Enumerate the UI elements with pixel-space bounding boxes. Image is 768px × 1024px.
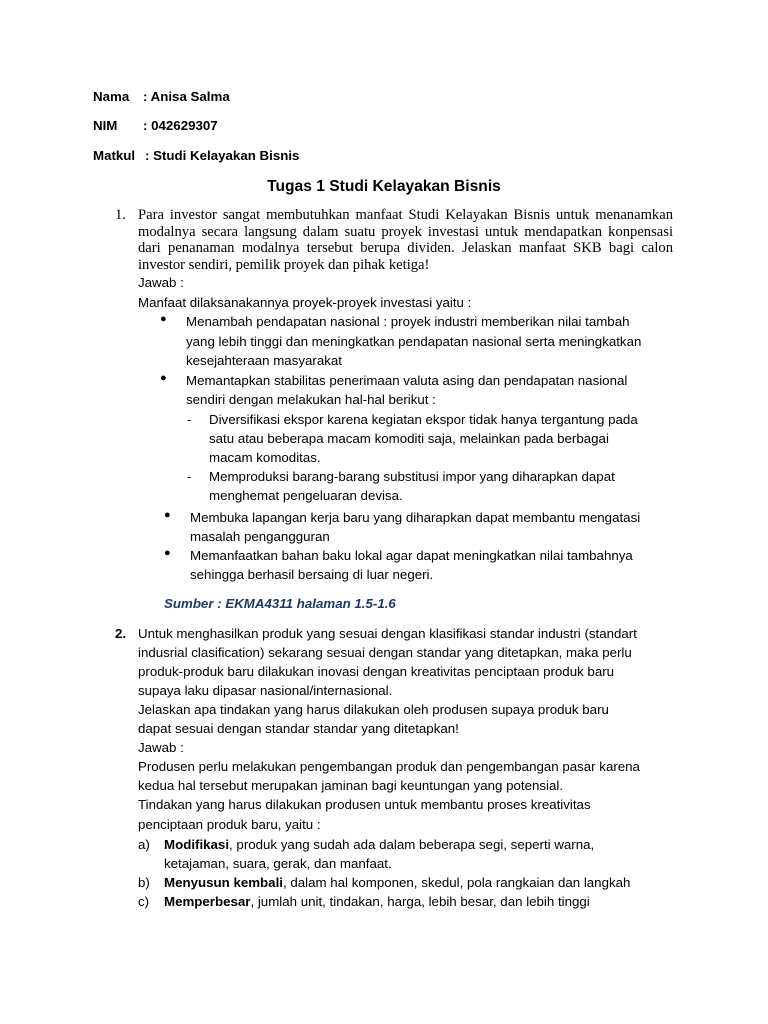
q1-b2-line2: sendiri dengan melakukan hal-hal berikut : bbox=[186, 392, 436, 407]
q1-b1-line3: kesejahteraan masyarakat bbox=[186, 353, 342, 368]
item-a-label: a) bbox=[138, 837, 150, 852]
item-a-line1 bbox=[164, 835, 594, 854]
source-citation: Sumber : EKMA4311 halaman 1.5-1.6 bbox=[164, 596, 396, 611]
q2-jawab: Jawab : bbox=[138, 740, 184, 755]
nama-value: : Anisa Salma bbox=[143, 89, 230, 104]
item-c-bold: Memperbesar bbox=[164, 894, 251, 909]
item-a-text: , produk yang sudah ada dalam beberapa segi, seperti warna, bbox=[229, 837, 595, 852]
dash-icon: - bbox=[187, 412, 192, 427]
dash-icon: - bbox=[187, 469, 192, 484]
bullet-icon: ● bbox=[160, 372, 167, 384]
nama-label: Nama bbox=[93, 89, 130, 104]
nim-label: NIM bbox=[93, 118, 118, 133]
q2-line5: Jelaskan apa tindakan yang harus dilakukan oleh produsen supaya produk baru bbox=[138, 702, 609, 717]
q1-d2-line2: menghemat pengeluaran devisa. bbox=[209, 488, 403, 503]
q1-number: 1. bbox=[115, 207, 126, 223]
q1-d1-line3: macam komoditas. bbox=[209, 450, 321, 465]
bullet-icon: ● bbox=[164, 547, 171, 559]
matkul-label: Matkul bbox=[93, 148, 136, 163]
item-a-bold: Modifikasi bbox=[164, 837, 230, 852]
matkul-value: : Studi Kelayakan Bisnis bbox=[145, 148, 300, 163]
q1-d1-line1: Diversifikasi ekspor karena kegiatan ekspor tidak hanya tergantung pada bbox=[209, 412, 638, 427]
q1-jawab: Jawab : bbox=[138, 275, 184, 290]
q2-line9: Tindakan yang harus dilakukan produsen untuk membantu proses kreativitas bbox=[138, 797, 591, 812]
item-b-text: , dalam hal komponen, skedul, pola rangkaian dan langkah bbox=[282, 875, 631, 890]
q2-line4: supaya laku dipasar nasional/internasional. bbox=[138, 683, 393, 698]
nim-value: : 042629307 bbox=[143, 118, 218, 133]
item-a-line2: ketajaman, suara, gerak, dan manfaat. bbox=[164, 856, 392, 871]
item-b-bold: Menyusun kembali bbox=[164, 875, 283, 890]
bullet-icon: ● bbox=[160, 313, 167, 325]
bullet-icon: ● bbox=[164, 509, 171, 521]
q1-b1-line1: Menambah pendapatan nasional : proyek industri memberikan nilai tambah bbox=[186, 314, 630, 329]
q2-line3: produk-produk baru dilakukan inovasi dengan kreativitas penciptaan produk baru bbox=[138, 664, 615, 679]
q1-b4-line1: Memanfaatkan bahan baku lokal agar dapat meningkatkan nilai tambahnya bbox=[190, 548, 633, 563]
item-c-label: c) bbox=[138, 894, 150, 909]
q1-d1-line2: satu atau beberapa macam komoditi saja, melainkan pada berbagai bbox=[209, 431, 609, 446]
q2-line2: indusrial clasification) sekarang sesuai dengan standar yang ditetapkan, maka perlu bbox=[138, 645, 632, 660]
q1-b3-line2: masalah pengangguran bbox=[190, 529, 330, 544]
q1-intro: Manfaat dilaksanakannya proyek-proyek investasi yaitu : bbox=[138, 295, 472, 310]
q2-line10: penciptaan produk baru, yaitu : bbox=[138, 817, 321, 832]
q2-line7: Produsen perlu melakukan pengembangan produk dan pengembangan pasar karena bbox=[138, 759, 640, 774]
q1-b2-line1: Memantapkan stabilitas penerimaan valuta asing dan pendapatan nasional bbox=[186, 373, 628, 388]
page-title: Tugas 1 Studi Kelayakan Bisnis bbox=[267, 178, 501, 195]
q1-b1-line2: yang lebih tinggi dan meningkatkan pendapatan nasional serta meningkatkan bbox=[186, 334, 642, 349]
q1-d2-line1: Memproduksi barang-barang substitusi impor yang diharapkan dapat bbox=[209, 469, 615, 484]
q2-number: 2. bbox=[115, 626, 127, 641]
q1-b4-line2: sehingga berhasil bersaing di luar negeri. bbox=[190, 567, 434, 582]
q2-line6: dapat sesuai dengan standar standar yang ditetapkan! bbox=[138, 721, 459, 736]
item-c-line1 bbox=[164, 892, 590, 911]
q2-line8: kedua hal tersebut merupakan jaminan bagi keuntungan yang potensial. bbox=[138, 778, 564, 793]
q2-line1: Untuk menghasilkan produk yang sesuai dengan klasifikasi standar industri (standart bbox=[138, 626, 637, 641]
item-b-label: b) bbox=[138, 875, 150, 890]
item-b-line1 bbox=[164, 873, 630, 892]
q1-question: Para investor sangat membutuhkan manfaat Studi Kelayakan Bisnis untuk menanamkan modalnya secara langsung dalam suatu proyek investasi untuk mendapatkan konpensasi dari penanaman modalnya tersebut berupa dividen. Jelaskan manfaat SKB bagi calon investor sendiri, pemilik proyek dan pihak ketiga! bbox=[138, 207, 673, 273]
q1-b3-line1: Membuka lapangan kerja baru yang diharapkan dapat membantu mengatasi bbox=[190, 510, 641, 525]
item-c-text: , jumlah unit, tindakan, harga, lebih besar, dan lebih tinggi bbox=[250, 894, 590, 909]
